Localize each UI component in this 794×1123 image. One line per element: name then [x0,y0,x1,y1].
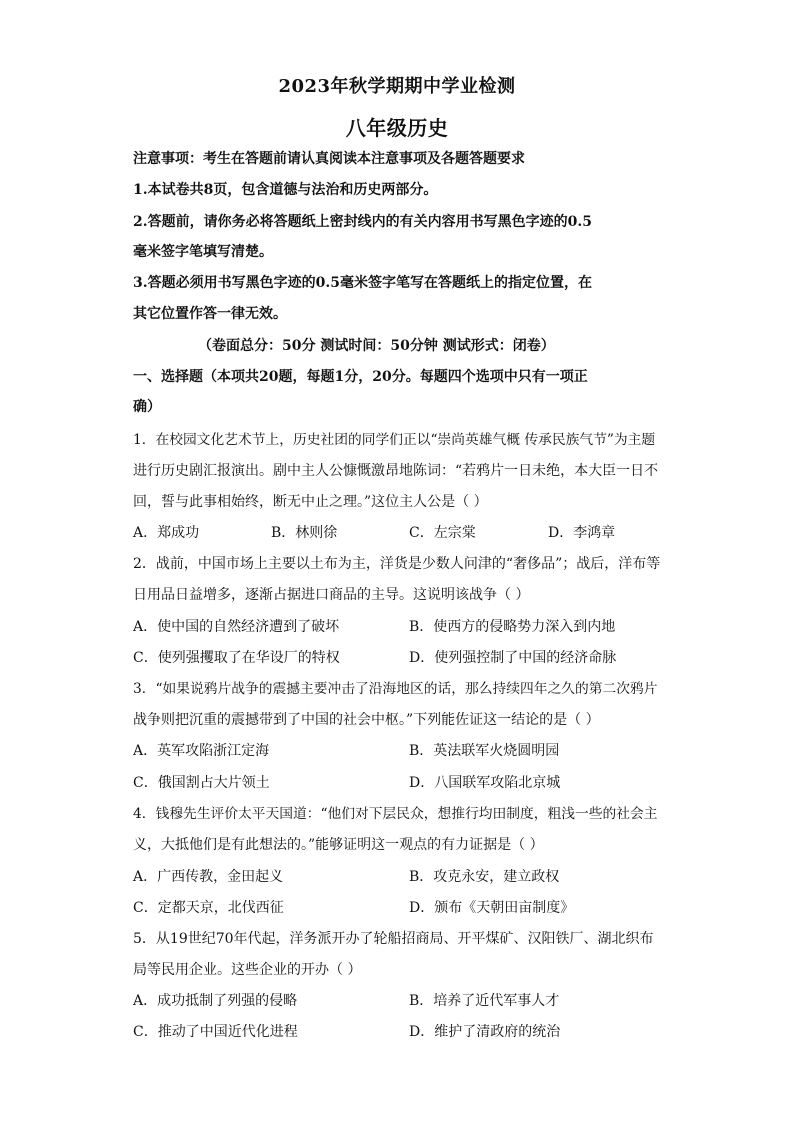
question-5-option-a: A．成功抵制了列强的侵略 [133,993,298,1009]
question-2-line-2: 日用品日益增多，逐渐占据进口商品的主导。这说明该战争（ ） [133,587,530,603]
exam-subtitle: 八年级历史 [345,116,449,140]
question-1-line-1: 1．在校园文化艺术节上，历史社团的同学们正以“崇尚英雄气概 传承民族气节”为主题 [133,432,656,448]
question-4-option-a: A．广西传教，金田起义 [133,869,284,885]
question-5-option-c: C．推动了中国近代化进程 [133,1024,298,1040]
question-4-option-c: C．定都天京，北伐西征 [133,900,284,916]
exam-title: 2023年秋学期期中学业检测 [278,76,516,97]
question-4-line-1: 4．钱穆先生评价太平天国道：“他们对下层民众，想推行均田制度，粗浅一些的社会主 [133,806,658,822]
notice-item-3-line-1: 3.答题必须用书写黑色字迹的0.5毫米签字笔写在答题纸上的指定位置，在 [133,275,592,291]
question-5-option-d: D．维护了清政府的统治 [409,1024,561,1040]
question-3-option-d: D．八国联军攻陷北京城 [409,775,561,791]
question-3-option-b: B．英法联军火烧圆明园 [409,743,560,759]
notice-item-1: 1.本试卷共8页，包含道德与法治和历史两部分。 [133,182,438,198]
question-3-option-c: C．俄国割占大片领土 [133,775,270,791]
exam-info: （卷面总分：50分 测试时间：50分钟 测试形式：闭卷） [198,338,555,354]
question-5-line-2: 局等民用企业。这些企业的开办（ ） [133,962,362,978]
question-1-option-c: C．左宗棠 [409,525,476,541]
question-3-option-a: A．英军攻陷浙江定海 [133,743,270,759]
question-5-option-b: B．培养了近代军事人才 [409,993,560,1009]
notice-item-2-line-2: 毫米签字笔填写清楚。 [133,244,273,260]
question-2-option-a: A．使中国的自然经济遭到了破坏 [133,619,340,635]
notice-item-2-line-1: 2.答题前，请你务必将答题纸上密封线内的有关内容用书写黑色字迹的0.5 [133,214,592,230]
question-2-line-1: 2．战前，中国市场上主要以土布为主，洋货是少数人问津的“奢侈品”；战后，洋布等 [133,556,661,572]
question-4-option-d: D．颁布《天朝田亩制度》 [409,900,575,916]
question-5-line-1: 5．从19世纪70年代起，洋务派开办了轮船招商局、开平煤矿、汉阳铁厂、湖北织布 [133,931,654,947]
section-1-heading-line-1: 一、选择题（本项共20题，每题1分，20分。每题四个选项中只有一项正 [133,369,588,385]
question-4-option-b: B．攻克永安，建立政权 [409,869,560,885]
notice-heading: 注意事项：考生在答题前请认真阅读本注意事项及各题答题要求 [133,151,525,167]
notice-item-3-line-2: 其它位置作答一律无效。 [133,306,287,322]
section-1-heading-line-2: 确） [133,399,161,415]
question-2-option-c: C．使列强攫取了在华设厂的特权 [133,650,340,666]
question-2-option-b: B．使西方的侵略势力深入到内地 [409,619,616,635]
question-1-option-a: A．郑成功 [133,525,200,541]
question-1-option-d: D．李鸿章 [548,525,616,541]
question-2-option-d: D．使列强控制了中国的经济命脉 [409,650,617,666]
question-1-line-2: 进行历史剧汇报演出。剧中主人公慷慨激昂地陈词：“若鸦片一日未绝，本大臣一日不 [133,463,659,479]
question-3-line-2: 战争则把沉重的震撼带到了中国的社会中枢。”下列能佐证这一结论的是（ ） [133,712,600,728]
question-4-line-2: 义，大抵他们是有此想法的。”能够证明这一观点的有力证据是（ ） [133,837,544,853]
question-3-line-1: 3．“如果说鸦片战争的震撼主要冲击了沿海地区的话，那么持续四年之久的第二次鸦片 [133,681,658,697]
question-1-line-3: 回，誓与此事相始终，断无中止之理。”这位主人公是（ ） [133,494,488,510]
question-1-option-b: B．林则徐 [271,525,338,541]
